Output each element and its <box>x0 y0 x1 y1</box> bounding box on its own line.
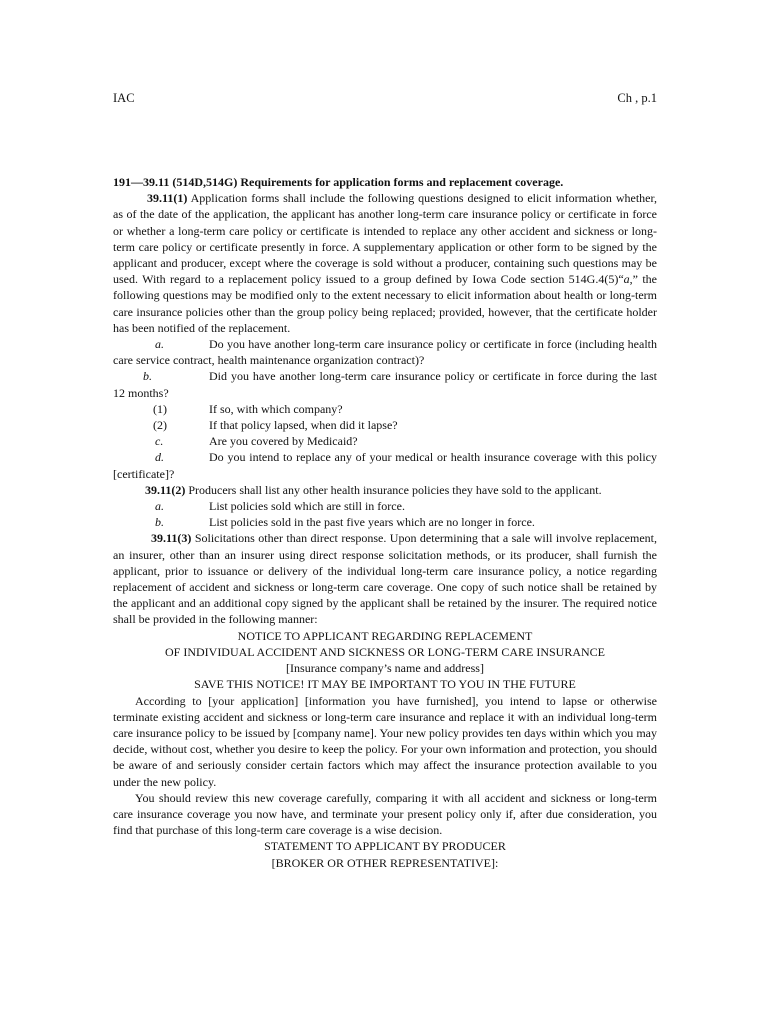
question-b2-label: (2) <box>153 418 167 433</box>
subrule-1-quote-letter: a <box>623 272 630 287</box>
subrule-2-item-a <box>113 498 657 514</box>
question-b1-label: (1) <box>153 401 167 416</box>
question-b2-text: If that policy lapsed, when did it lapse? <box>209 418 398 433</box>
rule-title: 191—39.11 (514D,514G) Requirements for application forms and replacement coverage. <box>113 175 564 189</box>
subrule-3 <box>113 530 657 627</box>
header-left: IAC <box>113 91 135 105</box>
header-right: Ch , p.1 <box>617 91 657 105</box>
question-b1-text: If so, with which company? <box>209 401 343 416</box>
subrule-1 <box>113 190 657 336</box>
subrule-2-a-text: List policies sold which are still in force. <box>209 499 405 514</box>
notice-company-line: [Insurance company’s name and address] <box>286 661 484 676</box>
document-body <box>113 174 657 871</box>
notice-save-line: SAVE THIS NOTICE! IT MAY BE IMPORTANT TO YOU IN THE FUTURE <box>194 677 576 692</box>
question-b-text: Did you have another long-term care insurance policy or certificate in force during the last 12 months? <box>113 369 657 400</box>
subrule-3-number: 39.11(3) <box>151 531 192 546</box>
notice-title-line-2: OF INDIVIDUAL ACCIDENT AND SICKNESS OR LONG-TERM CARE INSURANCE <box>164 644 605 659</box>
subrule-2-b-label: b. <box>155 515 164 530</box>
subrule-2-text: Producers shall list any other health insurance policies they have sold to the applicant. <box>185 482 602 497</box>
subrule-2-item-b <box>113 514 657 530</box>
question-b1 <box>113 401 657 417</box>
subrule-2-b-text: List policies sold in the past five years which are no longer in force. <box>209 515 535 530</box>
subrule-3-text: Solicitations other than direct response. Upon determining that a sale will involve replacement, an insurer, other than an insurer using direct response solicitation methods, or its producer, shall furnish the applicant, prior to issuance or delivery of the individual long-term care insurance policy, a notice regarding replacement of accident and sickness or long-term care coverage. One copy of such notice shall be retained by the applicant and an additional copy signed by the applicant shall be retained by the insurer. The required notice shall be provided in the following manner: <box>113 531 657 627</box>
subrule-1-text-after: ,” the following questions may be modified only to the extent necessary to elicit information about health or long-term care insurance policies other than the group policy being replaced; provided, however, that the certificate holder has been notified of the replacement. <box>113 272 657 335</box>
statement-title-line-1: STATEMENT TO APPLICANT BY PRODUCER <box>264 839 506 854</box>
subrule-2-a-label: a. <box>155 499 164 514</box>
subrule-2-number: 39.11(2) <box>145 482 186 497</box>
question-b <box>113 368 657 400</box>
question-a-text: Do you have another long-term care insurance policy or certificate in force (including health care service contract, health maintenance organization contract)? <box>113 337 657 368</box>
notice-paragraph-2: You should review this new coverage carefully, comparing it with all accident and sickness or long-term care insurance coverage you now have, and terminate your present policy only if, after due consideration, you find that purchase of this long-term care coverage is a wise decision. <box>113 790 657 838</box>
question-a <box>113 336 657 368</box>
statement-title-line-2: [BROKER OR OTHER REPRESENTATIVE]: <box>271 855 499 870</box>
question-d <box>113 449 657 481</box>
question-d-text: Do you intend to replace any of your medical or health insurance coverage with this policy [certificate]? <box>113 450 657 481</box>
subrule-2 <box>113 482 657 498</box>
subrule-1-number: 39.11(1) <box>147 191 188 206</box>
question-c <box>113 433 657 449</box>
notice-paragraph-1: According to [your application] [information you have furnished], you intend to lapse or otherwise terminate existing accident and sickness or long-term care insurance and replace it with an individual long-term care insurance policy to be issued by [company name]. Your new policy provides ten days within which you may decide, without cost, whether you desire to keep the policy. For your own information and protection, you should be aware of and seriously consider certain factors which may affect the insurance protection available to you under the new policy. <box>113 693 657 789</box>
notice-title-line-1: NOTICE TO APPLICANT REGARDING REPLACEMENT <box>237 628 533 643</box>
question-b2 <box>113 417 657 433</box>
question-c-text: Are you covered by Medicaid? <box>209 434 358 449</box>
subrule-1-text: Application forms shall include the following questions designed to elicit information whether, as of the date of the application, the applicant has another long-term care insurance policy or certificate in force or whether a long-term care policy or certificate is intended to replace any other accident and sickness or long-term care policy or certificate presently in force. A supplementary application or other form to be signed by the applicant and producer, except where the coverage is sold without a producer, containing such questions may be used. With regard to a replacement policy issued to a group defined by Iowa Code section 514G.4(5)“ <box>113 191 657 287</box>
question-a-label: a. <box>155 337 164 352</box>
question-c-label: c. <box>155 434 164 449</box>
question-d-label: d. <box>155 450 164 465</box>
question-b-label: b. <box>143 369 152 384</box>
